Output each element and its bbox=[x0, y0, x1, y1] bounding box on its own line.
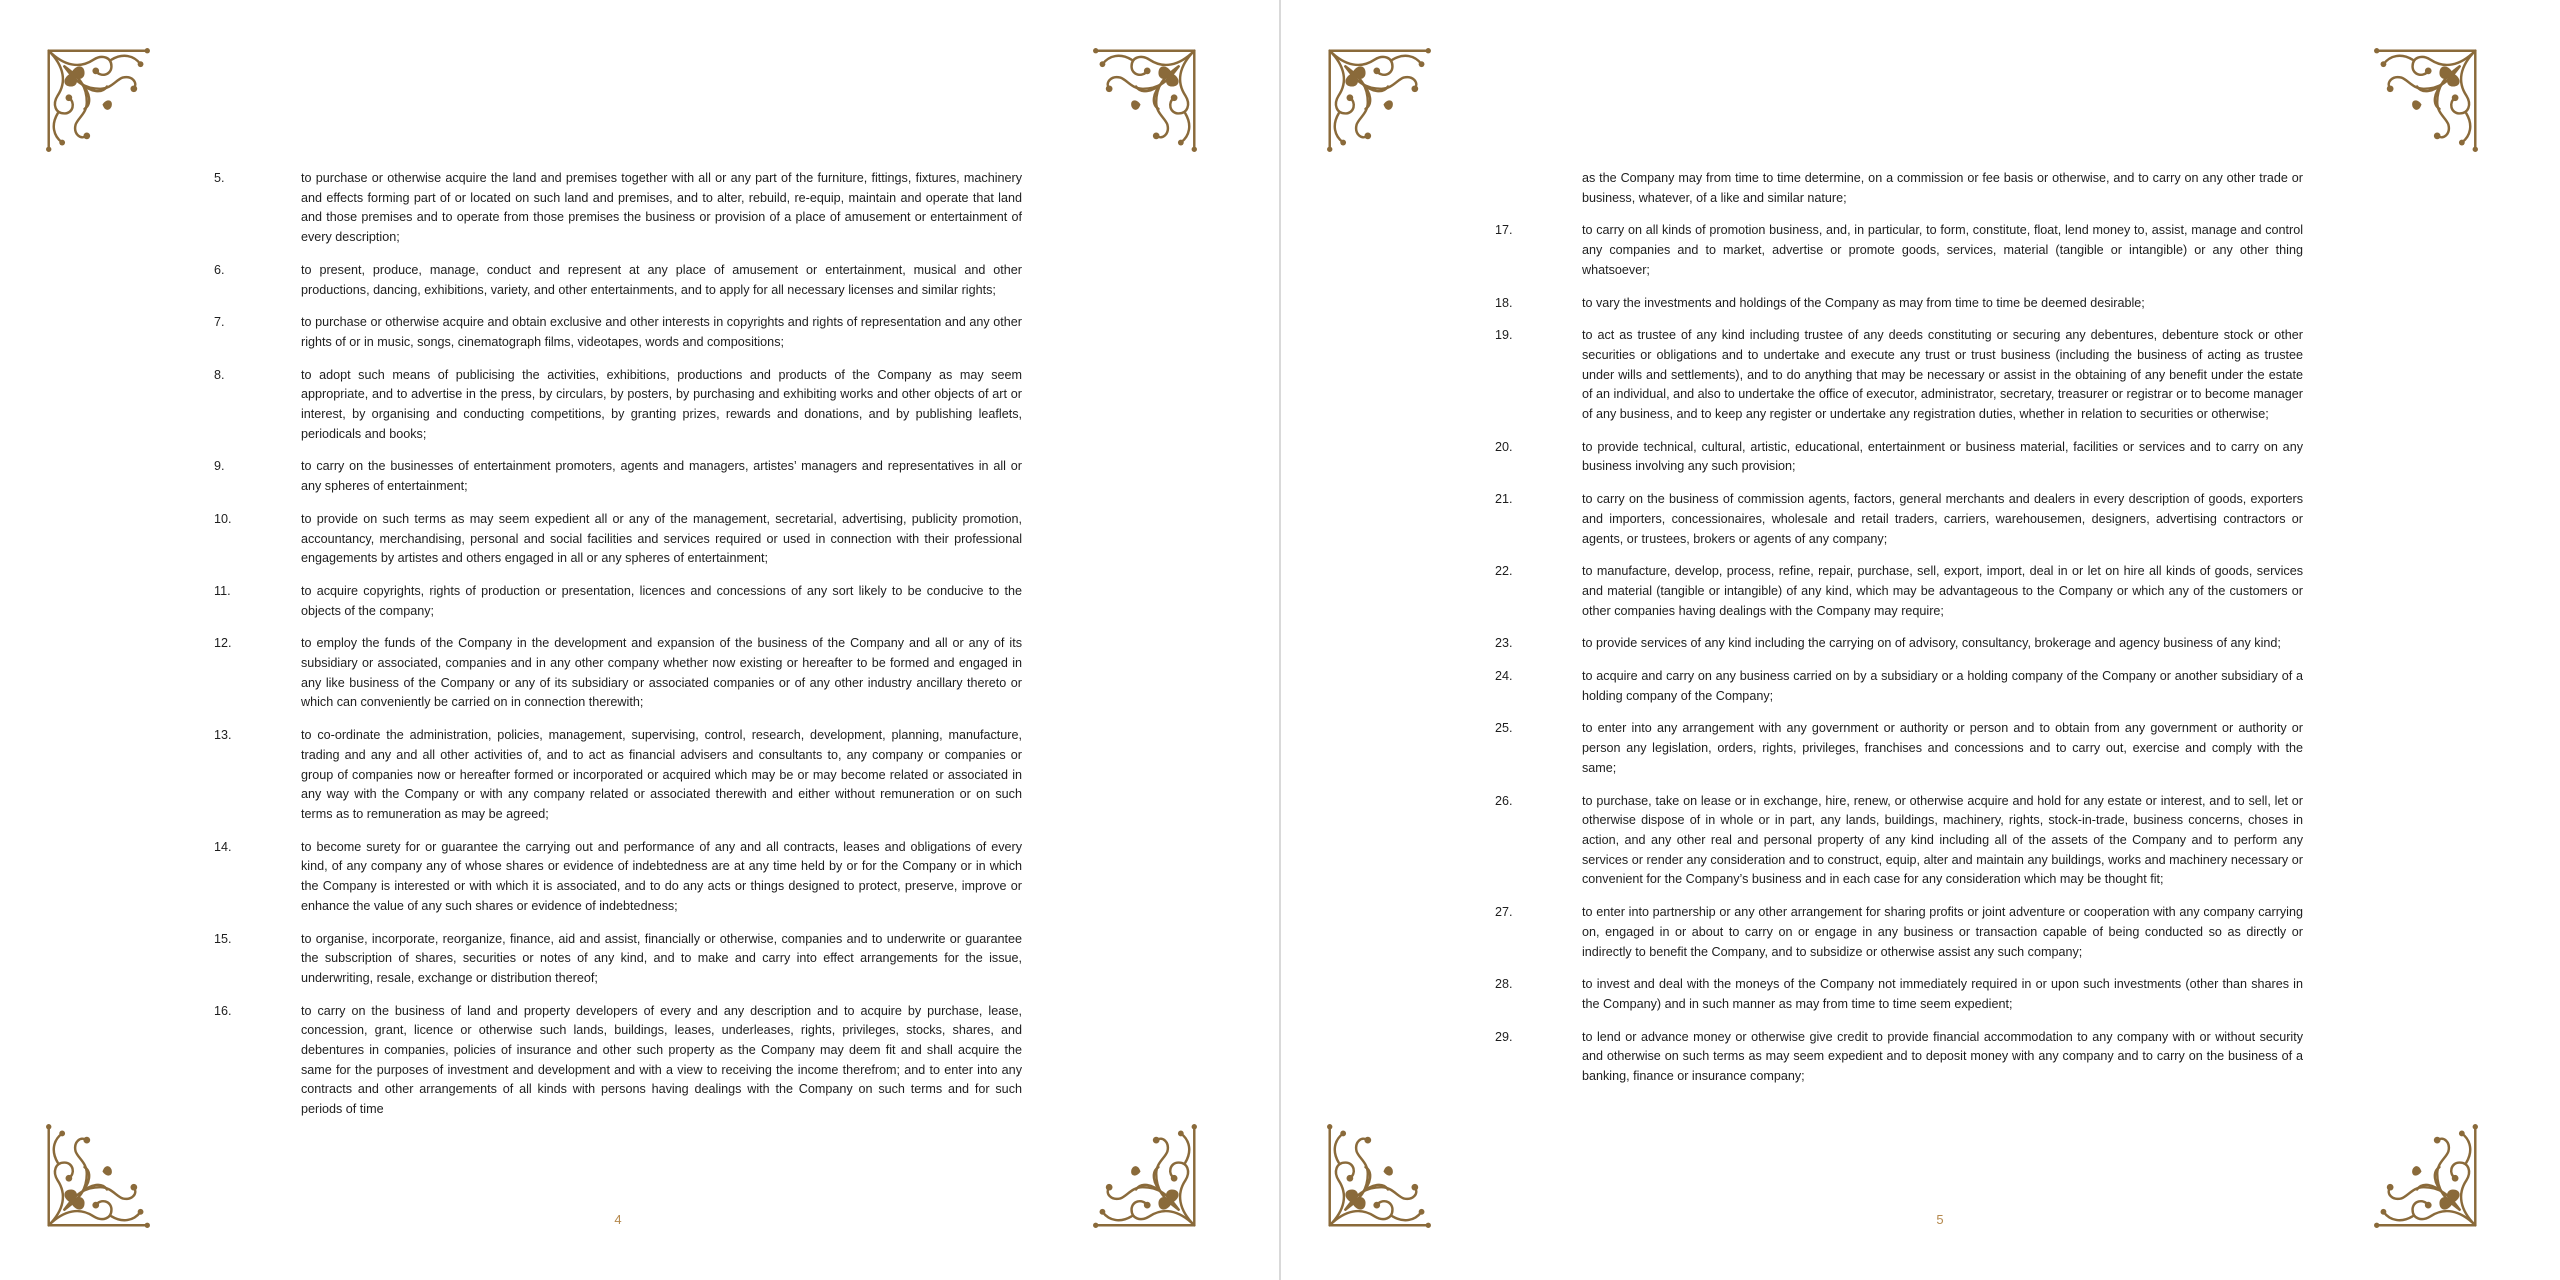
corner-ornament-icon bbox=[42, 44, 154, 156]
clause-text: to present, produce, manage, conduct and represent at any place of amusement or entertainment, musical and other productions, dancing, exhibitions, variety, and other entertainments, and to apply for all necessary licenses and similar rights; bbox=[301, 262, 1022, 297]
clause bbox=[1495, 975, 2303, 1014]
clause-text: to purchase or otherwise acquire the land and premises together with all or any part of the furniture, fittings, fixtures, machinery and effects forming part of or located on such land and premises, and to alter, rebuild, re-equip, maintain and operate that land and those premises and to operate from those premises the business or provision of a place of amusement or entertainment of every description; bbox=[301, 171, 1022, 245]
clause-number: 29. bbox=[1495, 1029, 1513, 1044]
clause bbox=[1495, 326, 2303, 425]
clause-number: 28. bbox=[1495, 977, 1513, 992]
clause bbox=[214, 726, 1022, 825]
clause-text: to adopt such means of publicising the activities, exhibitions, productions and products of the Company as may seem appropriate, and to advertise in the press, by circulars, by posters, by purchasing and exhibiting works and other objects of art or interest, by organising and conducting competitions, by granting prizes, rewards and donations, and by publishing leaflets, periodicals and books; bbox=[301, 367, 1022, 441]
clause-number: 11. bbox=[214, 583, 231, 598]
clause-number: 10. bbox=[214, 511, 232, 526]
clause bbox=[1495, 438, 2303, 477]
page-number: 4 bbox=[614, 1212, 622, 1227]
clause-text: to lend or advance money or otherwise give credit to provide financial accommodation to any company with or without security and otherwise on such terms as may seem expedient and to deposit money with any company and to carry on the business of a banking, finance or insurance company; bbox=[1582, 1029, 2303, 1084]
clause-text: to purchase, take on lease or in exchange, hire, renew, or otherwise acquire and hold for any estate or interest, and to sell, let or otherwise dispose of in whole or in part, any lands, buildings, machinery, rights, stock-in-trade, business concerns, choses in action, and any other real and personal property of any kind including all of the assets of the Company and to perform any services or render any consideration and to construct, equip, alter and maintain any buildings, works and machinery necessary or convenient for the Company’s business and in each case for any consideration which may be thought fit; bbox=[1582, 793, 2303, 887]
corner-ornament-icon bbox=[2370, 1120, 2482, 1232]
clause-text: to organise, incorporate, reorganize, finance, aid and assist, financially or otherwise, companies and to underwrite or guarantee the subscription of shares, securities or notes of any kind, and to make and carry into effect arrangements for the issue, underwriting, resale, exchange or distribution thereof; bbox=[301, 931, 1022, 985]
clause-number: 27. bbox=[1495, 905, 1513, 920]
clause-continuation-text: as the Company may from time to time determine, on a commission or fee basis or otherwise, and to carry on any other trade or business, whatever, of a like and similar nature; bbox=[1582, 171, 2303, 205]
clause bbox=[214, 366, 1022, 445]
page-content bbox=[214, 169, 1022, 1133]
clause bbox=[214, 930, 1022, 989]
clause-number: 7. bbox=[214, 315, 225, 330]
clause bbox=[214, 261, 1022, 300]
page-number: 5 bbox=[1936, 1212, 1944, 1227]
clause bbox=[1495, 719, 2303, 778]
clause-number: 18. bbox=[1495, 295, 1513, 310]
page-4 bbox=[0, 0, 1279, 1280]
clause-text: to carry on the businesses of entertainment promoters, agents and managers, artistes’ managers and representatives in all or any spheres of entertainment; bbox=[301, 459, 1022, 494]
clause-number: 19. bbox=[1495, 328, 1513, 343]
clause-number: 20. bbox=[1495, 439, 1513, 454]
corner-ornament-icon bbox=[1089, 1120, 1201, 1232]
clause-number: 5. bbox=[214, 171, 225, 185]
clause bbox=[1495, 792, 2303, 891]
clause-text: to carry on all kinds of promotion business, and, in particular, to form, constitute, float, lend money to, assist, manage and control any companies and to market, advertise or promote goods, services, material (tangible or intangible) or any other thing whatsoever; bbox=[1582, 223, 2303, 277]
clause-number: 24. bbox=[1495, 669, 1513, 684]
corner-ornament-icon bbox=[2370, 44, 2482, 156]
clause-number: 16. bbox=[214, 1003, 232, 1018]
clause bbox=[214, 313, 1022, 352]
clause-number: 25. bbox=[1495, 721, 1513, 736]
clause-text: to enter into any arrangement with any government or authority or person and to obtain from any government or authority or person any legislation, orders, rights, privileges, franchises and concessions and to carry out, exercise and comply with the same; bbox=[1582, 721, 2303, 775]
clause-number: 22. bbox=[1495, 564, 1513, 579]
corner-ornament-icon bbox=[42, 1120, 154, 1232]
page-content bbox=[1495, 169, 2303, 1100]
corner-ornament-icon bbox=[1089, 44, 1201, 156]
clause bbox=[1495, 903, 2303, 962]
clause-number: 21. bbox=[1495, 492, 1513, 507]
page-5 bbox=[1281, 0, 2560, 1280]
clause-text: to become surety for or guarantee the carrying out and performance of any and all contracts, leases and obligations of every kind, of any company any of whose shares or evidence of indebtedness are at any time held by or for the Company or in which the Company is interested or with which it is associated, and to do any acts or things designed to protect, preserve, improve or enhance the value of any such shares or evidence of indebtedness; bbox=[301, 839, 1022, 913]
clause-text: to provide technical, cultural, artistic, educational, entertainment or business material, facilities or services and to carry on any business involving any such provision; bbox=[1582, 439, 2303, 474]
clause-number: 9. bbox=[214, 459, 225, 474]
clause-text: to co-ordinate the administration, policies, management, supervising, control, research, development, planning, manufacture, trading and any and all other activities of, and to act as financial advisers and consultants to, any company or companies or group of companies now or hereafter formed or incorporated or acquired which may be or may become related or associated in any way with the Company or with any company related or associated therewith and either without remuneration or on such terms as to remuneration as may be agreed; bbox=[301, 728, 1022, 821]
clause-text: to invest and deal with the moneys of the Company not immediately required in or upon such investments (other than shares in the Company) and in such manner as may from time to time seem expedient; bbox=[1582, 977, 2303, 1011]
clause bbox=[1495, 667, 2303, 706]
clause bbox=[1495, 562, 2303, 621]
clause bbox=[214, 838, 1022, 917]
clause-text: to manufacture, develop, process, refine, repair, purchase, sell, export, import, deal in or let on hire all kinds of goods, services and material (tangible or intangible) of any kind, which may be advantageous to the Company or which any of the customers or other companies having dealings with the Company may require; bbox=[1582, 564, 2303, 618]
clause bbox=[214, 169, 1022, 248]
clause-text: to employ the funds of the Company in the development and expansion of the business of the Company and all or any of its subsidiary or associated, companies and in any other company whether now existing or hereafter to be formed and engaged in any like business of the Company or any of its subsidiary or associated companies or of any other industry ancillary thereto or which can conveniently be carried on in connection therewith; bbox=[301, 636, 1022, 710]
clause bbox=[214, 457, 1022, 496]
clause-number: 6. bbox=[214, 262, 225, 277]
clause-number: 8. bbox=[214, 367, 225, 382]
clause bbox=[214, 582, 1022, 621]
clause-number: 14. bbox=[214, 839, 232, 854]
clause-number: 12. bbox=[214, 636, 232, 651]
clause-number: 23. bbox=[1495, 636, 1513, 651]
clause bbox=[1495, 490, 2303, 549]
clause bbox=[1495, 294, 2303, 314]
clause-text: to acquire copyrights, rights of production or presentation, licences and concessions of any sort likely to be conducive to the objects of the company; bbox=[301, 583, 1022, 618]
clause bbox=[214, 1002, 1022, 1120]
clause-text: to vary the investments and holdings of the Company as may from time to time be deemed desirable; bbox=[1582, 295, 2145, 310]
clause-number: 13. bbox=[214, 728, 232, 743]
clause-text: to provide services of any kind including the carrying on of advisory, consultancy, brokerage and agency business of any kind; bbox=[1582, 636, 2281, 651]
clause-text: to acquire and carry on any business carried on by a subsidiary or a holding company of the Company or another subsidiary of a holding company of the Company; bbox=[1582, 669, 2303, 703]
clause bbox=[214, 510, 1022, 569]
clause bbox=[1495, 221, 2303, 280]
clause-text: to carry on the business of commission agents, factors, general merchants and dealers in every description of goods, exporters and importers, concessionaires, wholesale and retail traders, carriers, warehousemen, designers, advertising contractors or agents, or trustees, brokers or agents of any company; bbox=[1582, 492, 2303, 546]
clause-number: 17. bbox=[1495, 223, 1513, 238]
clause-text: to carry on the business of land and property developers of every and any description and to acquire by purchase, lease, concession, grant, licence or otherwise such lands, buildings, leases, underleases, rights, privileges, stocks, shares, and debentures in companies, policies of insurance and other such property as the Company may deem fit and shall acquire the same for the purposes of investment and development and with a view to receiving the income therefrom; and to enter into any contracts and other arrangements of all kinds with persons having dealings with the Company on such terms and for such periods of time bbox=[301, 1003, 1022, 1117]
clause-number: 15. bbox=[214, 931, 232, 946]
clause-number: 26. bbox=[1495, 793, 1513, 808]
corner-ornament-icon bbox=[1323, 1120, 1435, 1232]
corner-ornament-icon bbox=[1323, 44, 1435, 156]
clause bbox=[1495, 1028, 2303, 1087]
clause-text: to enter into partnership or any other arrangement for sharing profits or joint adventure or cooperation with any company carrying on, engaged in or about to carry on or engage in any business or transaction capable of being conducted so as directly or indirectly to benefit the Company, and to subsidize or otherwise assist any such company; bbox=[1582, 905, 2303, 959]
clause-text: to purchase or otherwise acquire and obtain exclusive and other interests in copyrights and rights of representation and any other rights of or in music, songs, cinematograph films, videotapes, words and compositions; bbox=[301, 315, 1022, 349]
clause-text: to provide on such terms as may seem expedient all or any of the management, secretarial, advertising, publicity promotion, accountancy, merchandising, personal and social facilities and services required or used in connection with their professional engagements by artistes and others engaged in all or any spheres of entertainment; bbox=[301, 511, 1022, 566]
clause bbox=[214, 634, 1022, 713]
clause bbox=[1495, 634, 2303, 654]
clause-text: to act as trustee of any kind including trustee of any deeds constituting or securing any debentures, debenture stock or other securities or obligations and to undertake and execute any trust or trust business (including the business of acting as trustee under wills and settlements), and to do anything that may be necessary or assist in the obtaining of any benefit under the estate of an individual, and also to undertake the office of executor, administrator, secretary, treasurer or registrar or to become manager of any business, and to keep any register or undertake any registration duties, whether in relation to securities or otherwise; bbox=[1582, 328, 2303, 422]
